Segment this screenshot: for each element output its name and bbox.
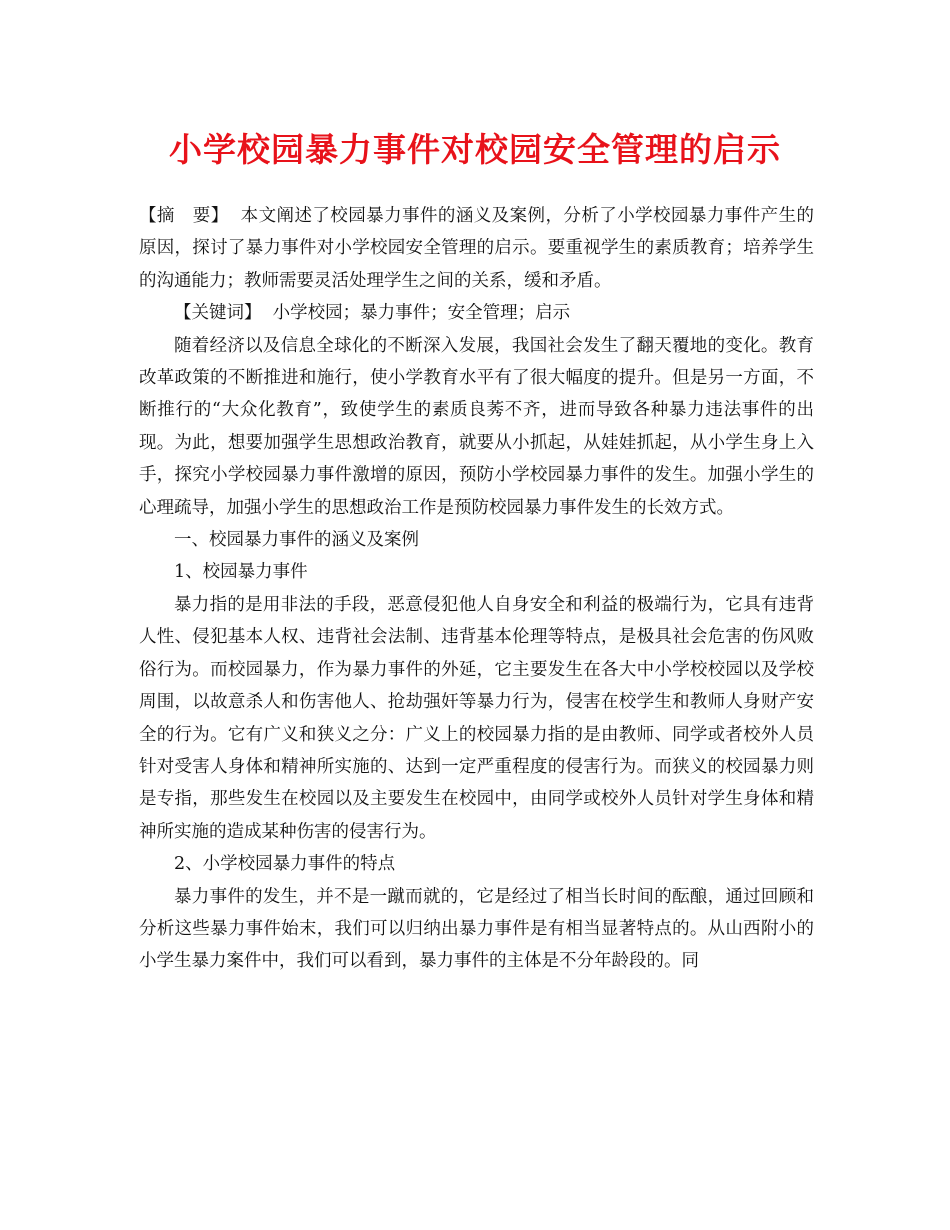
abstract-text: 本文阐述了校园暴力事件的涵义及案例，分析了小学校园暴力事件产生的原因，探讨了暴力事件对小学校园安全管理的启示。要重视学生的素质教育；培养学生的沟通能力；教师需要灵活处理学生之间的关系，缓和矛盾。 xyxy=(139,206,814,291)
subsection-heading: 1、校园暴力事件 xyxy=(174,562,308,583)
abstract-label: 【摘 要】 xyxy=(139,206,229,226)
section-heading: 一、校园暴力事件的涵义及案例 xyxy=(174,530,419,551)
document-body xyxy=(139,200,814,978)
keywords-label: 【关键词】 xyxy=(174,303,262,324)
document-title: 小学校园暴力事件对校园安全管理的启示 xyxy=(169,130,781,169)
keywords-text: 小学校园；暴力事件；安全管理；启示 xyxy=(272,303,571,324)
intro-paragraph: 随着经济以及信息全球化的不断深入发展，我国社会发生了翻天覆地的变化。教育改革政策的不断推进和施行，使小学教育水平有了很大幅度的提升。但是另一方面，不断推行的“大众化教育”，致使学生的素质良莠不齐，进而导致各种暴力违法事件的出现。为此，想要加强学生思想政治教育，就要从小抓起，从娃娃抓起，从小学生身上入手，探究小学校园暴力事件激增的原因，预防小学校园暴力事件的发生。加强小学生的心理疏导，加强小学生的思想政治工作是预防校园暴力事件发生的长效方式。 xyxy=(139,335,814,518)
body-paragraph: 暴力指的是用非法的手段，恶意侵犯他人自身安全和利益的极端行为，它具有违背人性、侵犯基本人权、违背社会法制、违背基本伦理等特点，是极具社会危害的伤风败俗行为。而校园暴力，作为暴力事件的外延，它主要发生在各大中小学校校园以及学校周围，以故意杀人和伤害他人、抢劫强奸等暴力行为，侵害在校学生和教师人身财产安全的行为。它有广义和狭义之分：广义上的校园暴力指的是由教师、同学或者校外人员针对受害人身体和精神所实施的、达到一定严重程度的侵害行为。而狭义的校园暴力则是专指，那些发生在校园以及主要发生在校园中，由同学或校外人员针对学生身体和精神所实施的造成某种伤害的侵害行为。 xyxy=(139,594,814,842)
keywords-paragraph xyxy=(139,297,814,329)
body-paragraph: 暴力事件的发生，并不是一蹴而就的，它是经过了相当长时间的酝酿，通过回顾和分析这些暴力事件始末，我们可以归纳出暴力事件是有相当显著特点的。从山西附小的小学生暴力案件中，我们可以看到，暴力事件的主体是不分年龄段的。同 xyxy=(139,886,814,972)
abstract-paragraph xyxy=(139,200,814,297)
subsection-heading: 2、小学校园暴力事件的特点 xyxy=(174,854,396,875)
